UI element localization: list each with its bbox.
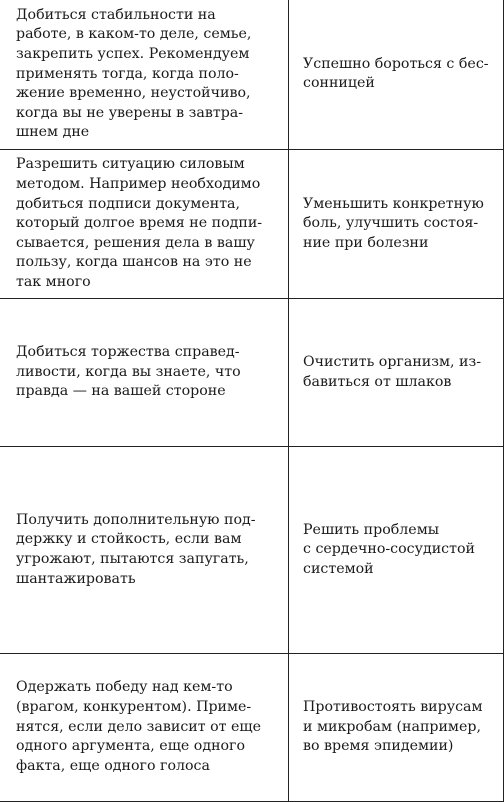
text-line: Уменьшить конкретную [303, 195, 484, 212]
text-line: ние при болезни [303, 234, 429, 251]
right-cell [289, 447, 504, 653]
text-line: одного аргумента, еще одного [16, 738, 246, 755]
text-line: Одержать победу над кем-то [16, 679, 233, 696]
text-line: во время эпидемии) [303, 738, 454, 755]
text-line: нятся, если дело зависит от еще [16, 718, 261, 735]
text-line: Очистить организм, из- [303, 354, 482, 371]
left-cell [0, 0, 289, 149]
text-line: так много [16, 273, 91, 290]
text-line: работе, в каком-то деле, семье, [16, 26, 252, 43]
text-line: держку и стойкость, если вам [16, 531, 242, 548]
text-line: (врагом, конкурентом). Приме- [16, 698, 252, 715]
text-line: добиться подписи документа, [16, 195, 241, 212]
text-line: методом. Например необходимо [16, 175, 261, 192]
text-line: сонницей [303, 75, 375, 92]
right-cell [289, 299, 504, 447]
table-row [0, 653, 504, 801]
text-line: применять тогда, когда поло- [16, 65, 239, 82]
table-row [0, 149, 504, 298]
table-row [0, 0, 504, 149]
text-line: Разрешить ситуацию силовым [16, 156, 245, 173]
text-line: когда вы не уверены в завтра- [16, 104, 244, 121]
text-line: факта, еще одного голоса [16, 757, 210, 774]
text-line: сывается, решения дела в вашу [16, 234, 255, 251]
text-line: угрожают, пытаются запугать, [16, 550, 249, 567]
text-line: Решить проблемы [303, 521, 440, 538]
left-cell [0, 299, 289, 447]
text-line: пользу, когда шансов на это не [16, 254, 252, 271]
text-line: Добиться стабильности на [16, 6, 216, 23]
text-line: закрепить успех. Рекомендуем [16, 45, 250, 62]
text-line: Противостоять вирусам [303, 698, 483, 715]
text-line: с сердечно-сосудистой [303, 541, 475, 558]
text-line: шнем дне [16, 124, 90, 141]
text-line: боль, улучшить состоя- [303, 215, 479, 232]
text-line: Успешно бороться с бес- [303, 55, 489, 72]
text-line: ливости, когда вы знаете, что [16, 363, 241, 380]
text-line: жение временно, неустойчиво, [16, 85, 251, 102]
left-cell [0, 653, 289, 801]
text-line: системой [303, 560, 374, 577]
right-cell [289, 653, 504, 801]
left-cell [0, 447, 289, 653]
right-cell [289, 0, 504, 149]
text-line: Добиться торжества справед- [16, 344, 240, 361]
right-cell [289, 149, 504, 298]
left-cell [0, 149, 289, 298]
text-line: шантажировать [16, 570, 136, 587]
text-line: Получить дополнительную под- [16, 511, 256, 528]
table-row [0, 299, 504, 447]
table-row [0, 447, 504, 653]
text-line: бавиться от шлаков [303, 373, 452, 390]
text-line: который долгое время не подпи- [16, 215, 263, 232]
text-line: правда — на вашей стороне [16, 383, 226, 400]
text-line: и микробам (например, [303, 718, 481, 735]
